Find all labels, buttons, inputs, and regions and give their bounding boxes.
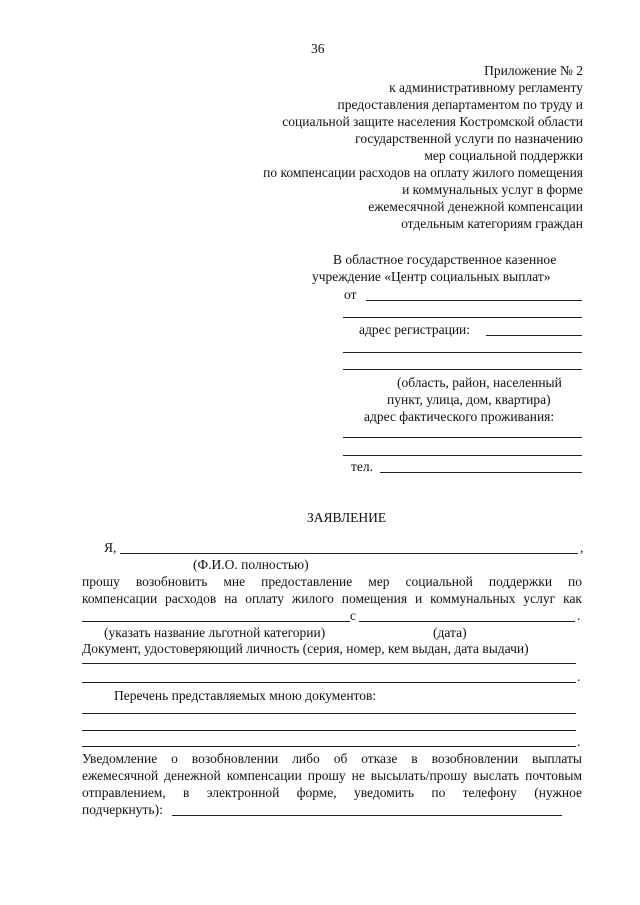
docs-list-field-line-3[interactable] [82,746,576,747]
date-hint: (дата) [433,625,467,640]
document-title: ЗАЯВЛЕНИЕ [307,510,387,525]
notice-text: ежемесячной денежной компенсации прошу не высылать/прошу выслать почтовым [82,768,582,783]
notice-text: подчеркнуть): [82,802,163,817]
i-label: Я, [104,540,117,555]
from-label: от [344,287,357,302]
actual-address-field-line-2[interactable] [343,455,582,456]
appendix-line: отдельным категориям граждан [401,216,583,231]
fio-comma: , [580,540,584,555]
address-hint: (область, район, населенный [397,375,562,390]
appendix-line: предоставления департаментом по труду и [337,97,583,112]
docs-list-field[interactable] [82,713,576,714]
appendix-line: ежемесячной денежной компенсации [368,199,583,214]
appendix-line: к административному регламенту [389,80,583,95]
fio-field[interactable] [120,553,578,554]
reg-address-label: адрес регистрации: [359,322,471,337]
date-field[interactable] [359,621,575,622]
period: . [577,669,581,684]
appendix-line: мер социальной поддержки [424,148,583,163]
request-text: компенсации расходов на оплату жилого помещения и коммунальных услуг как [82,591,582,606]
period: . [577,608,581,623]
phone-label: тел. [351,459,374,474]
reg-address-field-line-3[interactable] [343,369,582,370]
docs-list-label: Перечень представляемых мною документов: [114,688,377,703]
document-field[interactable] [82,663,576,664]
docs-list-field-line-2[interactable] [82,730,576,731]
from-field[interactable] [366,300,582,301]
page-number: 36 [311,41,325,56]
category-hint: (указать название льготной категории) [104,625,326,640]
addressee-line: В областное государственное казенное [333,252,557,267]
from-field-line-2[interactable] [343,317,582,318]
fio-hint: (Ф.И.О. полностью) [193,557,309,572]
appendix-line: государственной услуги по назначению [355,131,583,146]
notice-text: Уведомление о возобновлении либо об отказе в возобновлении выплаты [82,751,582,766]
addressee-line: учреждение «Центр социальных выплат» [312,269,551,284]
address-hint: пункт, улица, дом, квартира) [387,392,551,407]
appendix-line: по компенсации расходов на оплату жилого помещения [263,165,583,180]
notice-field[interactable] [172,815,562,816]
document-field-line-2[interactable] [82,682,576,683]
actual-address-label: адрес фактического проживания: [364,409,555,424]
document-label: Документ, удостоверяющий личность (серия, номер, кем выдан, дата выдачи) [82,641,529,656]
period: . [577,734,581,749]
appendix-line: и коммунальных услуг в форме [402,182,583,197]
reg-address-field[interactable] [486,335,582,336]
phone-field[interactable] [380,472,582,473]
notice-text: отправлением, в электронной форме, уведомить по телефону (нужное [82,785,582,800]
request-text: прошу возобновить мне предоставление мер социальной поддержки по [82,574,582,589]
reg-address-field-line-2[interactable] [343,352,582,353]
appendix-title: Приложение № 2 [484,63,583,78]
from-c-label: с [350,608,356,623]
category-field[interactable] [82,621,350,622]
actual-address-field[interactable] [343,437,582,438]
appendix-line: социальной защите населения Костромской области [282,114,583,129]
